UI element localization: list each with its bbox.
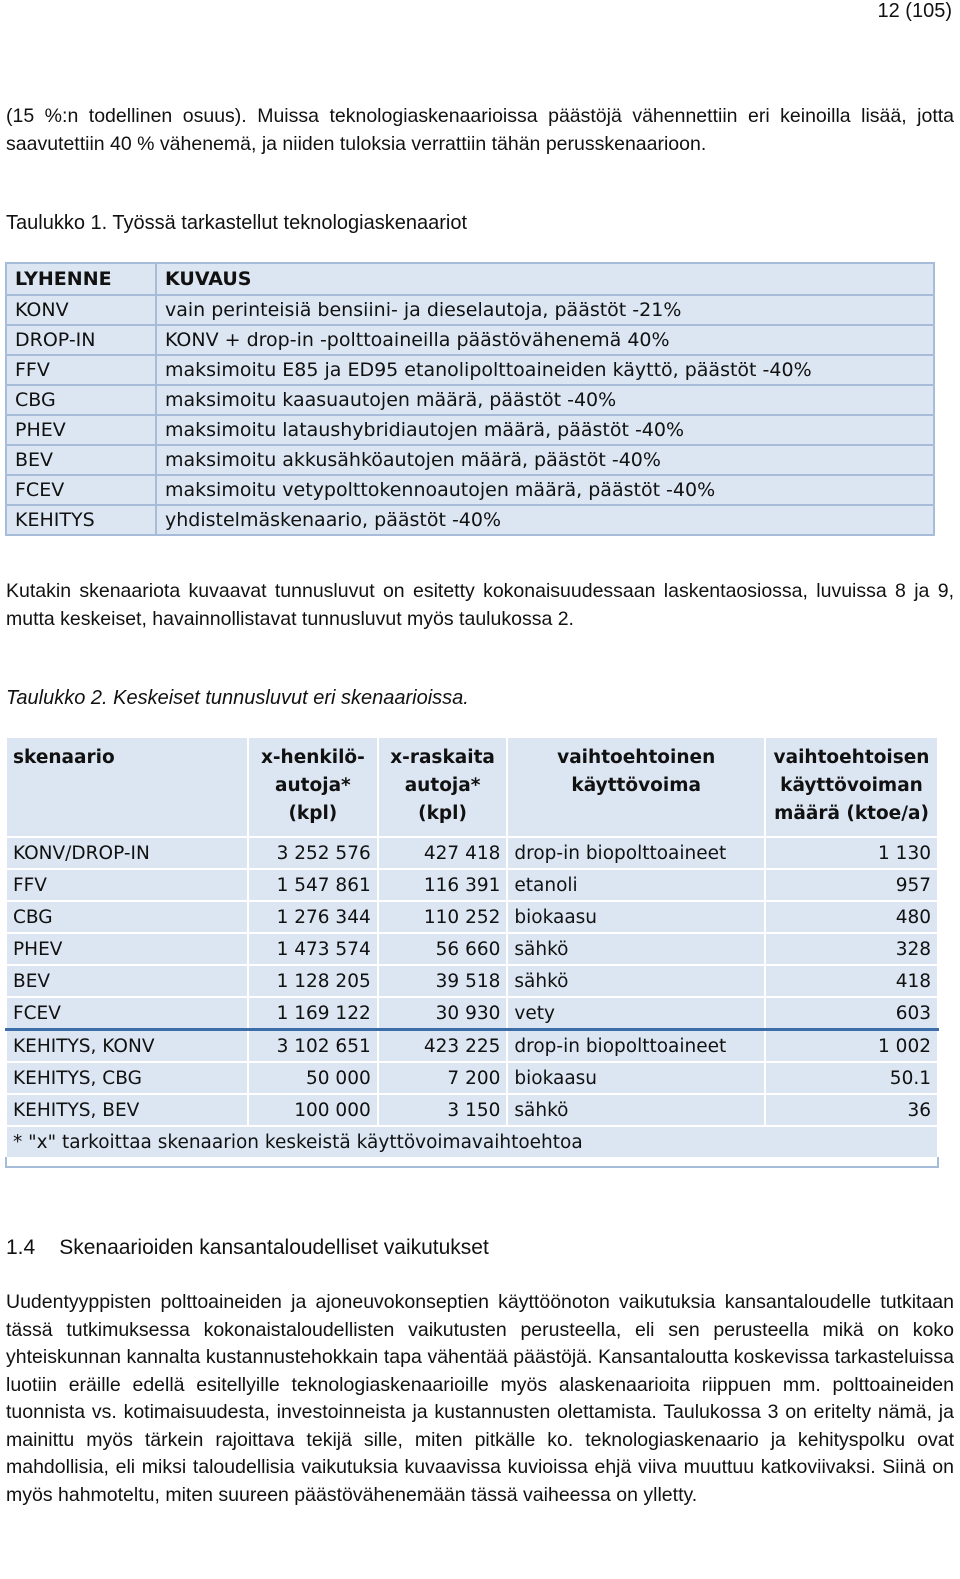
cell-alternative-fuel: etanoli xyxy=(507,869,765,901)
header-text: x-henkilö- xyxy=(260,747,365,768)
header-text: autoja* xyxy=(404,775,481,796)
cell-scenario: FCEV xyxy=(6,997,248,1030)
header-text: (kpl) xyxy=(418,803,467,824)
cell-amount: 1 130 xyxy=(765,837,938,869)
header-text: vaihtoehtoinen xyxy=(557,747,716,768)
cell-scenario: PHEV xyxy=(6,933,248,965)
table-row xyxy=(6,475,934,505)
table-row xyxy=(6,965,938,997)
table-row xyxy=(6,997,938,1030)
cell-amount: 957 xyxy=(765,869,938,901)
scenario-description: maksimoitu akkusähköautojen määrä, päästöt -40% xyxy=(156,445,934,475)
header-text: autoja* xyxy=(275,775,351,796)
cell-scenario: FFV xyxy=(6,869,248,901)
table-row xyxy=(6,869,938,901)
cell-amount: 418 xyxy=(765,965,938,997)
cell-amount: 50.1 xyxy=(765,1062,938,1094)
cell-cars: 1 276 344 xyxy=(248,901,378,933)
cell-scenario: CBG xyxy=(6,901,248,933)
cell-alternative-fuel: biokaasu xyxy=(507,1062,765,1094)
cell-heavy: 427 418 xyxy=(378,837,508,869)
table-row xyxy=(6,355,934,385)
table-row xyxy=(6,415,934,445)
scenario-abbreviation: FFV xyxy=(6,355,156,385)
cell-cars: 50 000 xyxy=(248,1062,378,1094)
cell-amount: 603 xyxy=(765,997,938,1030)
intro-paragraph: (15 %:n todellinen osuus). Muissa teknologiaskenaarioissa päästöjä vähennettiin eri keinoilla lisää, jotta saavutettiin 40 % vähenemä, ja niiden tuloksia verrattiin tähän perusskenaarioon. xyxy=(6,105,954,155)
scenario-abbreviation: PHEV xyxy=(6,415,156,445)
scenario-description: maksimoitu lataushybridiautojen määrä, päästöt -40% xyxy=(156,415,934,445)
table-row xyxy=(6,1030,938,1063)
header-text: x-raskaita xyxy=(390,747,495,768)
header-text: (kpl) xyxy=(288,803,338,824)
final-paragraph: Uudentyyppisten polttoaineiden ja ajoneuvokonseptien käyttöönoton vaikutuksia kansantaloudelle tutkitaan tässä tutkimuksessa kokonaistaloudellisten vaikutusten perusteella, eli sen perusteella mikä on koko yhteiskunnan kannalta kustannustehokkain tapa vähentää päästöjä. Kansantaloutta koskevissa tarkasteluissa luotiin eräille edellä esitellyille teknologiaskenaarioille myös alaskenaarioita riippuen mm. polttoaineiden tuonnista vs. kotimaisuudesta, investoinneista ja kustannusten olettamista. Taulukossa 3 on eritelty nämä, ja mainittu myös tärkein rajoittava tekijä sille, miten pitkälle ko. teknologiaskenaario ja kehityspolku ovat mahdollisia, eli miksi taloudellisia vaikutuksia kuvaavissa kuvioissa ehjä viiva muuttuu katkoviivaksi. Siinä on myös hahmoteltu, miten suureen päästövähenemään tässä vaiheessa on ylletty. xyxy=(6,1291,954,1506)
header-text: käyttövoima xyxy=(571,775,701,796)
table-row xyxy=(6,295,934,325)
key-figures-table xyxy=(5,736,939,1157)
table-footnote: * "x" tarkoittaa skenaarion keskeistä käyttövoimavaihtoehtoa xyxy=(6,1126,938,1157)
scenario-description: maksimoitu vetypolttokennoautojen määrä, päästöt -40% xyxy=(156,475,934,505)
cell-cars: 3 252 576 xyxy=(248,837,378,869)
cell-cars: 3 102 651 xyxy=(248,1030,378,1063)
column-header-scenario xyxy=(6,737,248,837)
table-row xyxy=(6,1062,938,1094)
scenario-description: KONV + drop-in -polttoaineilla päästövähenemä 40% xyxy=(156,325,934,355)
table-header-row xyxy=(6,263,934,295)
cell-heavy: 56 660 xyxy=(378,933,508,965)
cell-alternative-fuel: sähkö xyxy=(507,965,765,997)
cell-amount: 480 xyxy=(765,901,938,933)
cell-alternative-fuel: drop-in biopolttoaineet xyxy=(507,837,765,869)
header-text: skenaario xyxy=(13,747,115,768)
cell-amount: 1 002 xyxy=(765,1030,938,1063)
section-number: 1.4 xyxy=(6,1236,36,1259)
cell-scenario: KEHITYS, KONV xyxy=(6,1030,248,1063)
cell-heavy: 39 518 xyxy=(378,965,508,997)
table-row xyxy=(6,445,934,475)
scenario-abbreviation: FCEV xyxy=(6,475,156,505)
table-row xyxy=(6,385,934,415)
header-text: käyttövoiman xyxy=(780,775,923,796)
header-text: vaihtoehtoisen xyxy=(773,747,930,768)
cell-cars: 1 473 574 xyxy=(248,933,378,965)
page-number: 12 (105) xyxy=(877,0,952,22)
cell-alternative-fuel: sähkö xyxy=(507,1094,765,1126)
table-header-row xyxy=(6,737,938,837)
cell-alternative-fuel: vety xyxy=(507,997,765,1030)
section-heading xyxy=(6,1236,489,1260)
scenario-abbreviation: CBG xyxy=(6,385,156,415)
header-text: määrä (ktoe/a) xyxy=(774,803,929,824)
scenario-abbreviation: KONV xyxy=(6,295,156,325)
scenario-table xyxy=(5,262,935,536)
cell-heavy: 110 252 xyxy=(378,901,508,933)
middle-paragraph: Kutakin skenaariota kuvaavat tunnusluvut on esitetty kokonaisuudessaan laskentaosiossa, luvuissa 8 ja 9, mutta keskeiset, havainnollistavat tunnusluvut myös taulukossa 2. xyxy=(6,580,954,630)
column-header: KUVAUS xyxy=(156,263,934,295)
scenario-description: maksimoitu E85 ja ED95 etanolipolttoaineiden käyttö, päästöt -40% xyxy=(156,355,934,385)
cell-cars: 100 000 xyxy=(248,1094,378,1126)
scenario-abbreviation: DROP-IN xyxy=(6,325,156,355)
scenario-description: maksimoitu kaasuautojen määrä, päästöt -40% xyxy=(156,385,934,415)
table-row xyxy=(6,933,938,965)
scenario-abbreviation: KEHITYS xyxy=(6,505,156,535)
section-title: Skenaarioiden kansantaloudelliset vaikutukset xyxy=(59,1236,489,1259)
scenario-description: yhdistelmäskenaario, päästöt -40% xyxy=(156,505,934,535)
scenario-abbreviation: BEV xyxy=(6,445,156,475)
cell-heavy: 7 200 xyxy=(378,1062,508,1094)
cell-heavy: 116 391 xyxy=(378,869,508,901)
cell-alternative-fuel: sähkö xyxy=(507,933,765,965)
scenario-description: vain perinteisiä bensiini- ja dieselautoja, päästöt -21% xyxy=(156,295,934,325)
cell-scenario: KONV/DROP-IN xyxy=(6,837,248,869)
cell-heavy: 3 150 xyxy=(378,1094,508,1126)
table-row xyxy=(6,325,934,355)
cell-scenario: BEV xyxy=(6,965,248,997)
column-header-alternative-fuel xyxy=(507,737,765,837)
table-row xyxy=(6,1094,938,1126)
table-footnote-row xyxy=(6,1126,938,1157)
table-row xyxy=(6,837,938,869)
column-header-heavy xyxy=(378,737,508,837)
cell-amount: 36 xyxy=(765,1094,938,1126)
cell-cars: 1 547 861 xyxy=(248,869,378,901)
cell-alternative-fuel: drop-in biopolttoaineet xyxy=(507,1030,765,1063)
cell-heavy: 423 225 xyxy=(378,1030,508,1063)
table-row xyxy=(6,505,934,535)
cell-heavy: 30 930 xyxy=(378,997,508,1030)
cell-cars: 1 128 205 xyxy=(248,965,378,997)
cell-scenario: KEHITYS, BEV xyxy=(6,1094,248,1126)
table1-caption: Taulukko 1. Työssä tarkastellut teknologiaskenaariot xyxy=(6,212,468,234)
column-header: LYHENNE xyxy=(6,263,156,295)
cell-amount: 328 xyxy=(765,933,938,965)
column-header-amount xyxy=(765,737,938,837)
cell-cars: 1 169 122 xyxy=(248,997,378,1030)
column-header-cars xyxy=(248,737,378,837)
table-row xyxy=(6,901,938,933)
cell-alternative-fuel: biokaasu xyxy=(507,901,765,933)
table2-caption: Taulukko 2. Keskeiset tunnusluvut eri skenaarioissa. xyxy=(6,687,469,709)
cell-scenario: KEHITYS, CBG xyxy=(6,1062,248,1094)
